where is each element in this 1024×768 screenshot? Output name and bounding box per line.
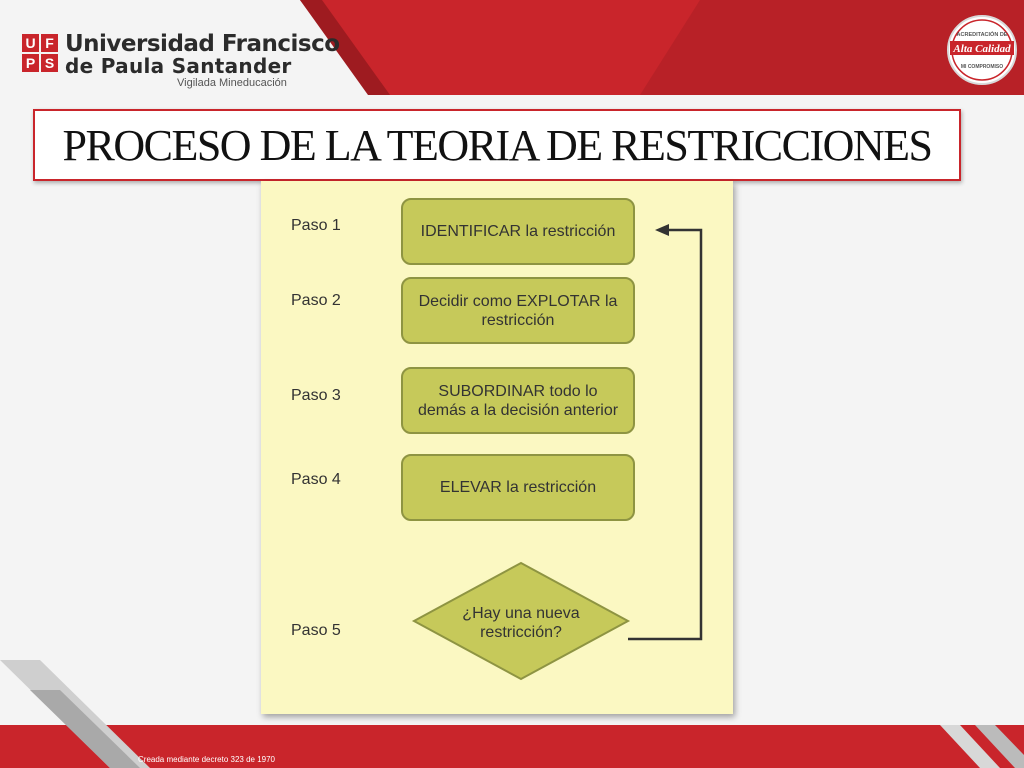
badge-top-text: ACREDITACIÓN DE — [956, 32, 1008, 38]
slide-title: PROCESO DE LA TEORIA DE RESTRICCIONES — [62, 120, 932, 170]
step-4-label: Paso 4 — [291, 471, 341, 488]
step-1-box: IDENTIFICAR la restricción — [401, 198, 635, 265]
svg-text:F: F — [45, 35, 54, 51]
badge-main-text: Alta Calidad — [953, 43, 1011, 55]
badge-bottom-text: MI COMPROMISO — [960, 64, 1004, 70]
step-4-box: ELEVAR la restricción — [401, 454, 635, 521]
svg-text:U: U — [25, 35, 36, 51]
svg-text:P: P — [25, 55, 36, 71]
step-1-label: Paso 1 — [291, 217, 341, 234]
university-subtitle: Vigilada Mineducación — [177, 77, 287, 89]
ufps-logo — [22, 34, 58, 72]
svg-text:S: S — [44, 55, 55, 71]
step-3-box: SUBORDINAR todo lo demás a la decisión anterior — [401, 367, 635, 434]
title-box — [33, 109, 961, 181]
toc-flowchart — [261, 181, 733, 714]
step-5-label: Paso 5 — [291, 622, 341, 639]
decision-text: ¿Hay una nueva restricción? — [462, 605, 580, 641]
university-name-line1: Universidad Francisco — [65, 31, 340, 57]
university-name-line2: de Paula Santander — [65, 54, 292, 78]
accreditation-badge — [946, 14, 1018, 86]
step-3-label: Paso 3 — [291, 387, 341, 404]
step-2-box: Decidir como EXPLOTAR la restricción — [401, 277, 635, 344]
footer-text: Creada mediante decreto 323 de 1970 — [138, 755, 275, 764]
step-2-label: Paso 2 — [291, 292, 341, 309]
